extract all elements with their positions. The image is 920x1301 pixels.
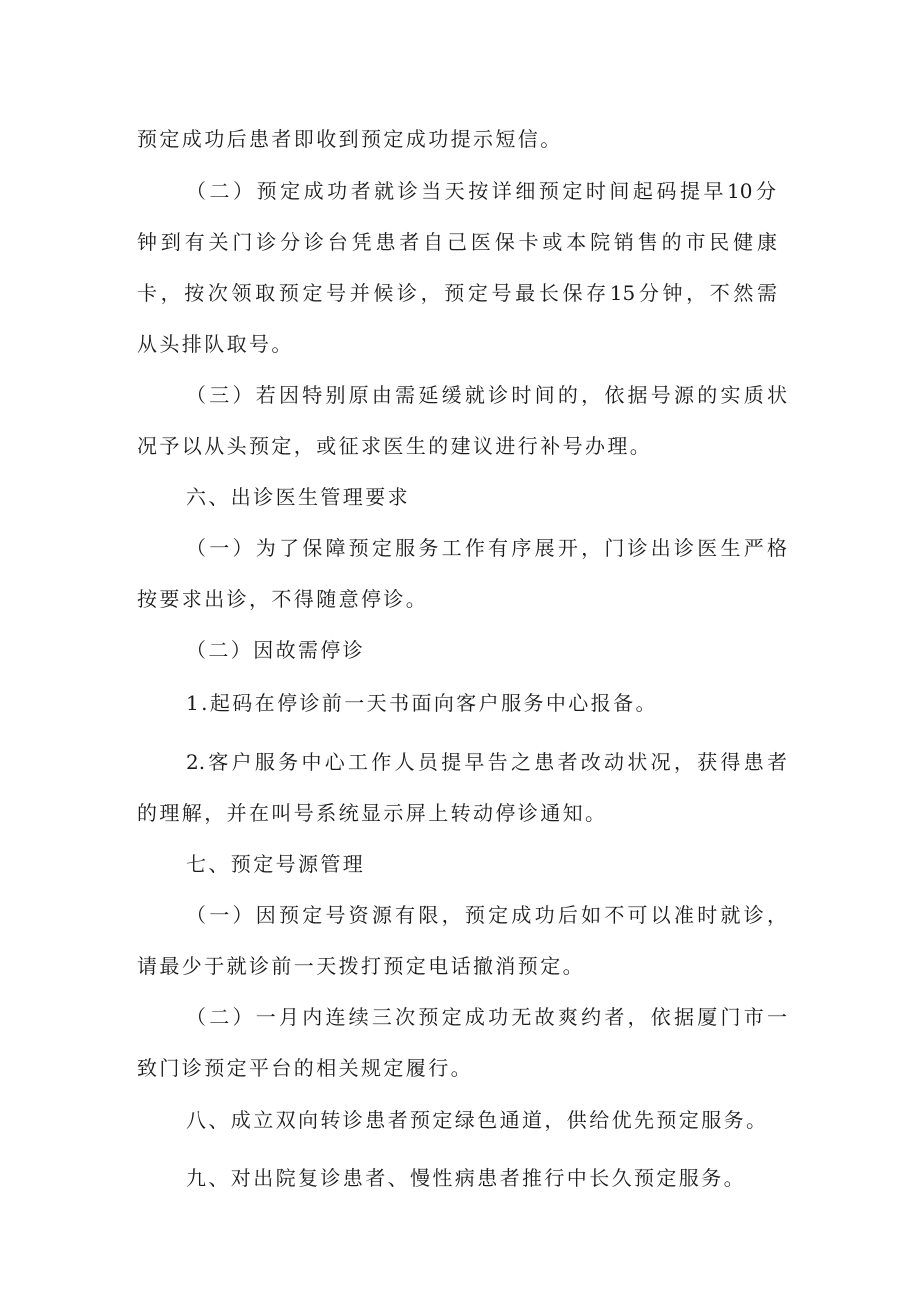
section-heading-8: 八、成立双向转诊患者预定绿色通道，供给优先预定服务。 [186, 1108, 769, 1132]
paragraph-line-11: （二）因故需停诊 [186, 638, 366, 662]
paragraph-line-16: （一）因预定号资源有限，预定成功后如不可以准时就诊， [186, 903, 787, 927]
paragraph-line-3: 钟到有关门诊分诊台凭患者自己医保卡或本院销售的市民健康 [137, 230, 777, 254]
paragraph-line-19: 致门诊预定平台的相关规定履行。 [137, 1056, 473, 1080]
paragraph-line-7: 况予以从头预定，或征求医生的建议进行补号办理。 [137, 434, 653, 458]
numbered-item-2: 2.客户服务中心工作人员提早告之患者改动状况，获得患者 [186, 750, 787, 774]
paragraph-line-18: （二）一月内连续三次预定成功无故爽约者，依据厦门市一 [186, 1005, 787, 1029]
paragraph-line-6: （三）若因特别原由需延缓就诊时间的，依据号源的实质状 [186, 383, 787, 407]
section-heading-9: 九、对出院复诊患者、慢性病患者推行中长久预定服务。 [186, 1166, 746, 1190]
paragraph-line-4: 卡，按次领取预定号并候诊，预定号最长保存15分钟，不然需 [137, 281, 777, 305]
paragraph-line-10: 按要求出诊，不得随意停诊。 [137, 587, 429, 611]
numbered-item-1: 1.起码在停诊前一天书面向客户服务中心报备。 [186, 691, 658, 715]
paragraph-line-17: 请最少于就诊前一天拨打预定电话撤消预定。 [137, 954, 585, 978]
paragraph-line-9: （一）为了保障预定服务工作有序展开，门诊出诊医生严格 [186, 536, 787, 560]
paragraph-line-5: 从头排队取号。 [137, 332, 294, 356]
paragraph-line-14: 的理解，并在叫号系统显示屏上转动停诊通知。 [137, 801, 608, 825]
paragraph-line-1: 预定成功后患者即收到预定成功提示短信。 [137, 127, 563, 151]
section-heading-6: 六、出诊医生管理要求 [186, 485, 410, 509]
section-heading-7: 七、预定号源管理 [186, 852, 366, 876]
paragraph-line-2: （二）预定成功者就诊当天按详细预定时间起码提早10分 [186, 179, 776, 203]
